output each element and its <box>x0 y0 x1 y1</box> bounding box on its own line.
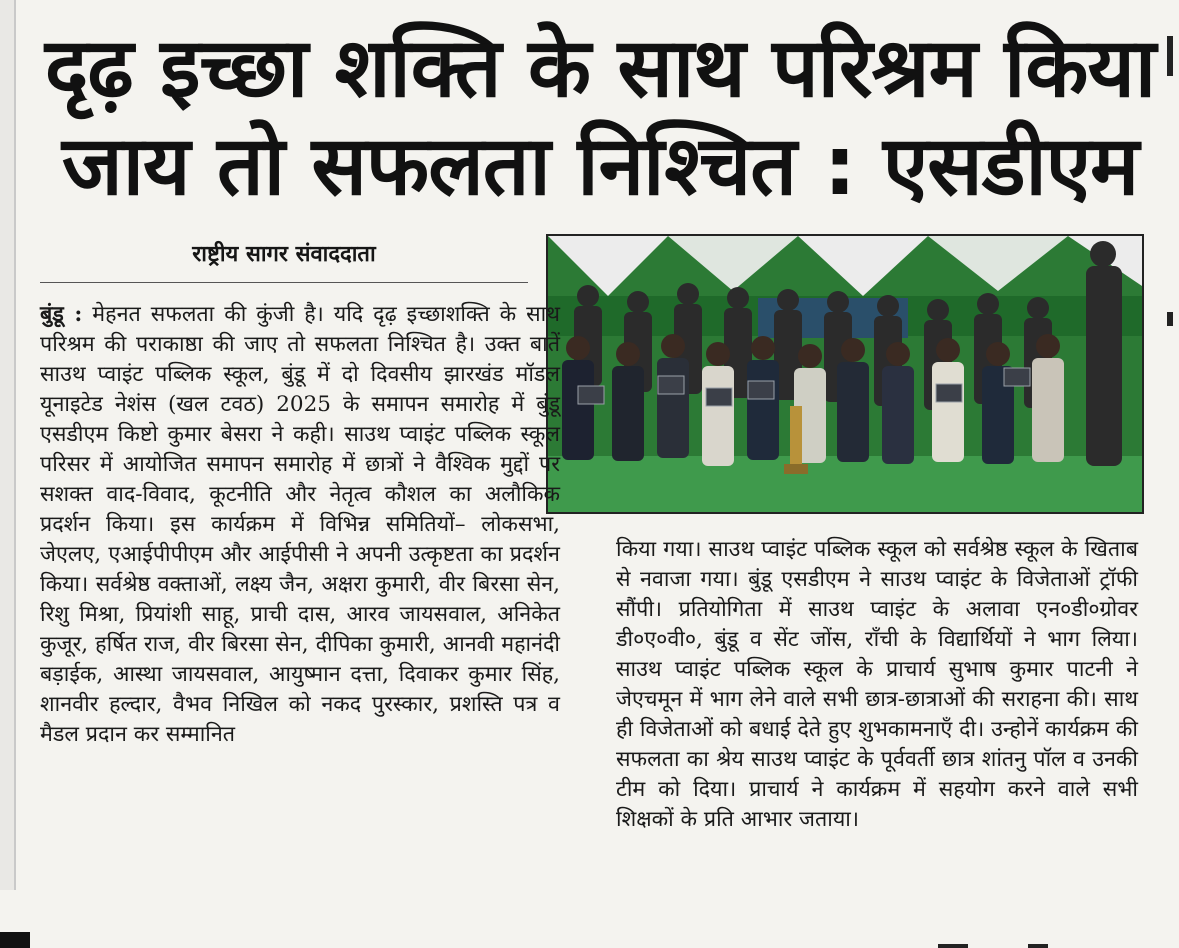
article-column-2: किया गया। साउथ प्वाइंट पब्लिक स्कूल को सर्वश्रेष्ठ स्कूल के खिताब से नवाजा गया। बुंडू एसडीएम ने साउथ प्वाइंट के विजेताओं ट्रॉफी सौंपी। प्रतियोगिता में साउथ प्वाइंट के अलावा एन०डी०ग्रोवर डी०ए०वी०, बुंडू व सेंट जोंस, राँची के विद्यार्थियों ने भाग लिया। साउथ प्वाइंट पब्लिक स्कूल के प्राचार्य सुभाष कुमार पाटनी ने जेएचमून में भाग लेने वाले सभी छात्र-छात्राओं की सराहना की। साथ ही विजेताओं को बधाई देते हुए शुभकामनाएँ दी। उन्होनें कार्यक्रम की सफलता का श्रेय साउथ प्वाइंट के पूर्ववर्ती छात्र शांतनु पॉल व उनकी टीम को दिया। प्राचार्य ने कार्यक्रम में सहयोग करने वाले सभी शिक्षकों के प्रति आभार जताया। <box>616 537 1138 832</box>
byline-rule <box>40 282 528 283</box>
article-column-1 <box>40 300 560 750</box>
article-text-1: मेहनत सफलता की कुंजी है। यदि दृढ़ इच्छाशक्ति के साथ परिश्रम की पराकाष्ठा की जाए तो सफलता निश्चित है। उक्त बातें साउथ प्वाइंट पब्लिक स्कूल, बुंडू में दो दिवसीय झारखंड मॉडल यूनाइटेड नेशंस (खल टवठ) 2025 के समापन समारोह में बुंडू एसडीएम किष्टो कुमार बेसरा ने कही। साउथ प्वाइंट पब्लिक स्कूल परिसर में आयोजित समापन समारोह में छात्रों ने वैश्विक मुद्दों पर सशक्त वाद-विवाद, कूटनीति और नेतृत्व कौशल का अलौकिक प्रदर्शन किया। इस कार्यक्रम में विभिन्न समितियों– लोकसभा, जेएलए, एआईपीपीएम और आईपीसी ने अपनी उत्कृष्टता का प्रदर्शन किया। सर्वश्रेष्ठ वक्ताओं, लक्ष्य जैन, अक्षरा कुमारी, वीर बिरसा सेन, रिशु मिश्रा, प्रियांशी साहू, प्राची दास, आरव जायसवाल, अनिकेत कुजूर, हर्षित राज, वीर बिरसा सेन, दीपिका कुमारी, आनवी महानंदी बड़ाईक, आस्था जायसवाल, आयुष्मान दत्ता, दिवाकर कुमार सिंह, शानवीर हल्दार, वैभव निखिल को नकद पुरस्कार, प्रशस्ति पत्र व मैडल प्रदान कर सम्मानित <box>40 302 560 747</box>
cut-off-text-marks <box>938 942 1138 948</box>
dateline: बुंडू : <box>40 302 83 327</box>
edge-mark <box>1167 312 1173 326</box>
edge-mark <box>1167 36 1173 76</box>
page-edge <box>0 0 16 890</box>
byline: राष्ट्रीय सागर संवाददाता <box>192 242 376 267</box>
corner-block <box>0 932 30 948</box>
event-photo <box>546 234 1144 514</box>
headline: दृढ़ इच्छा शक्ति के साथ परिश्रम किया जाय तो सफलता निश्चित : एसडीएम <box>44 21 1156 214</box>
group-photo-illustration <box>548 236 1142 512</box>
